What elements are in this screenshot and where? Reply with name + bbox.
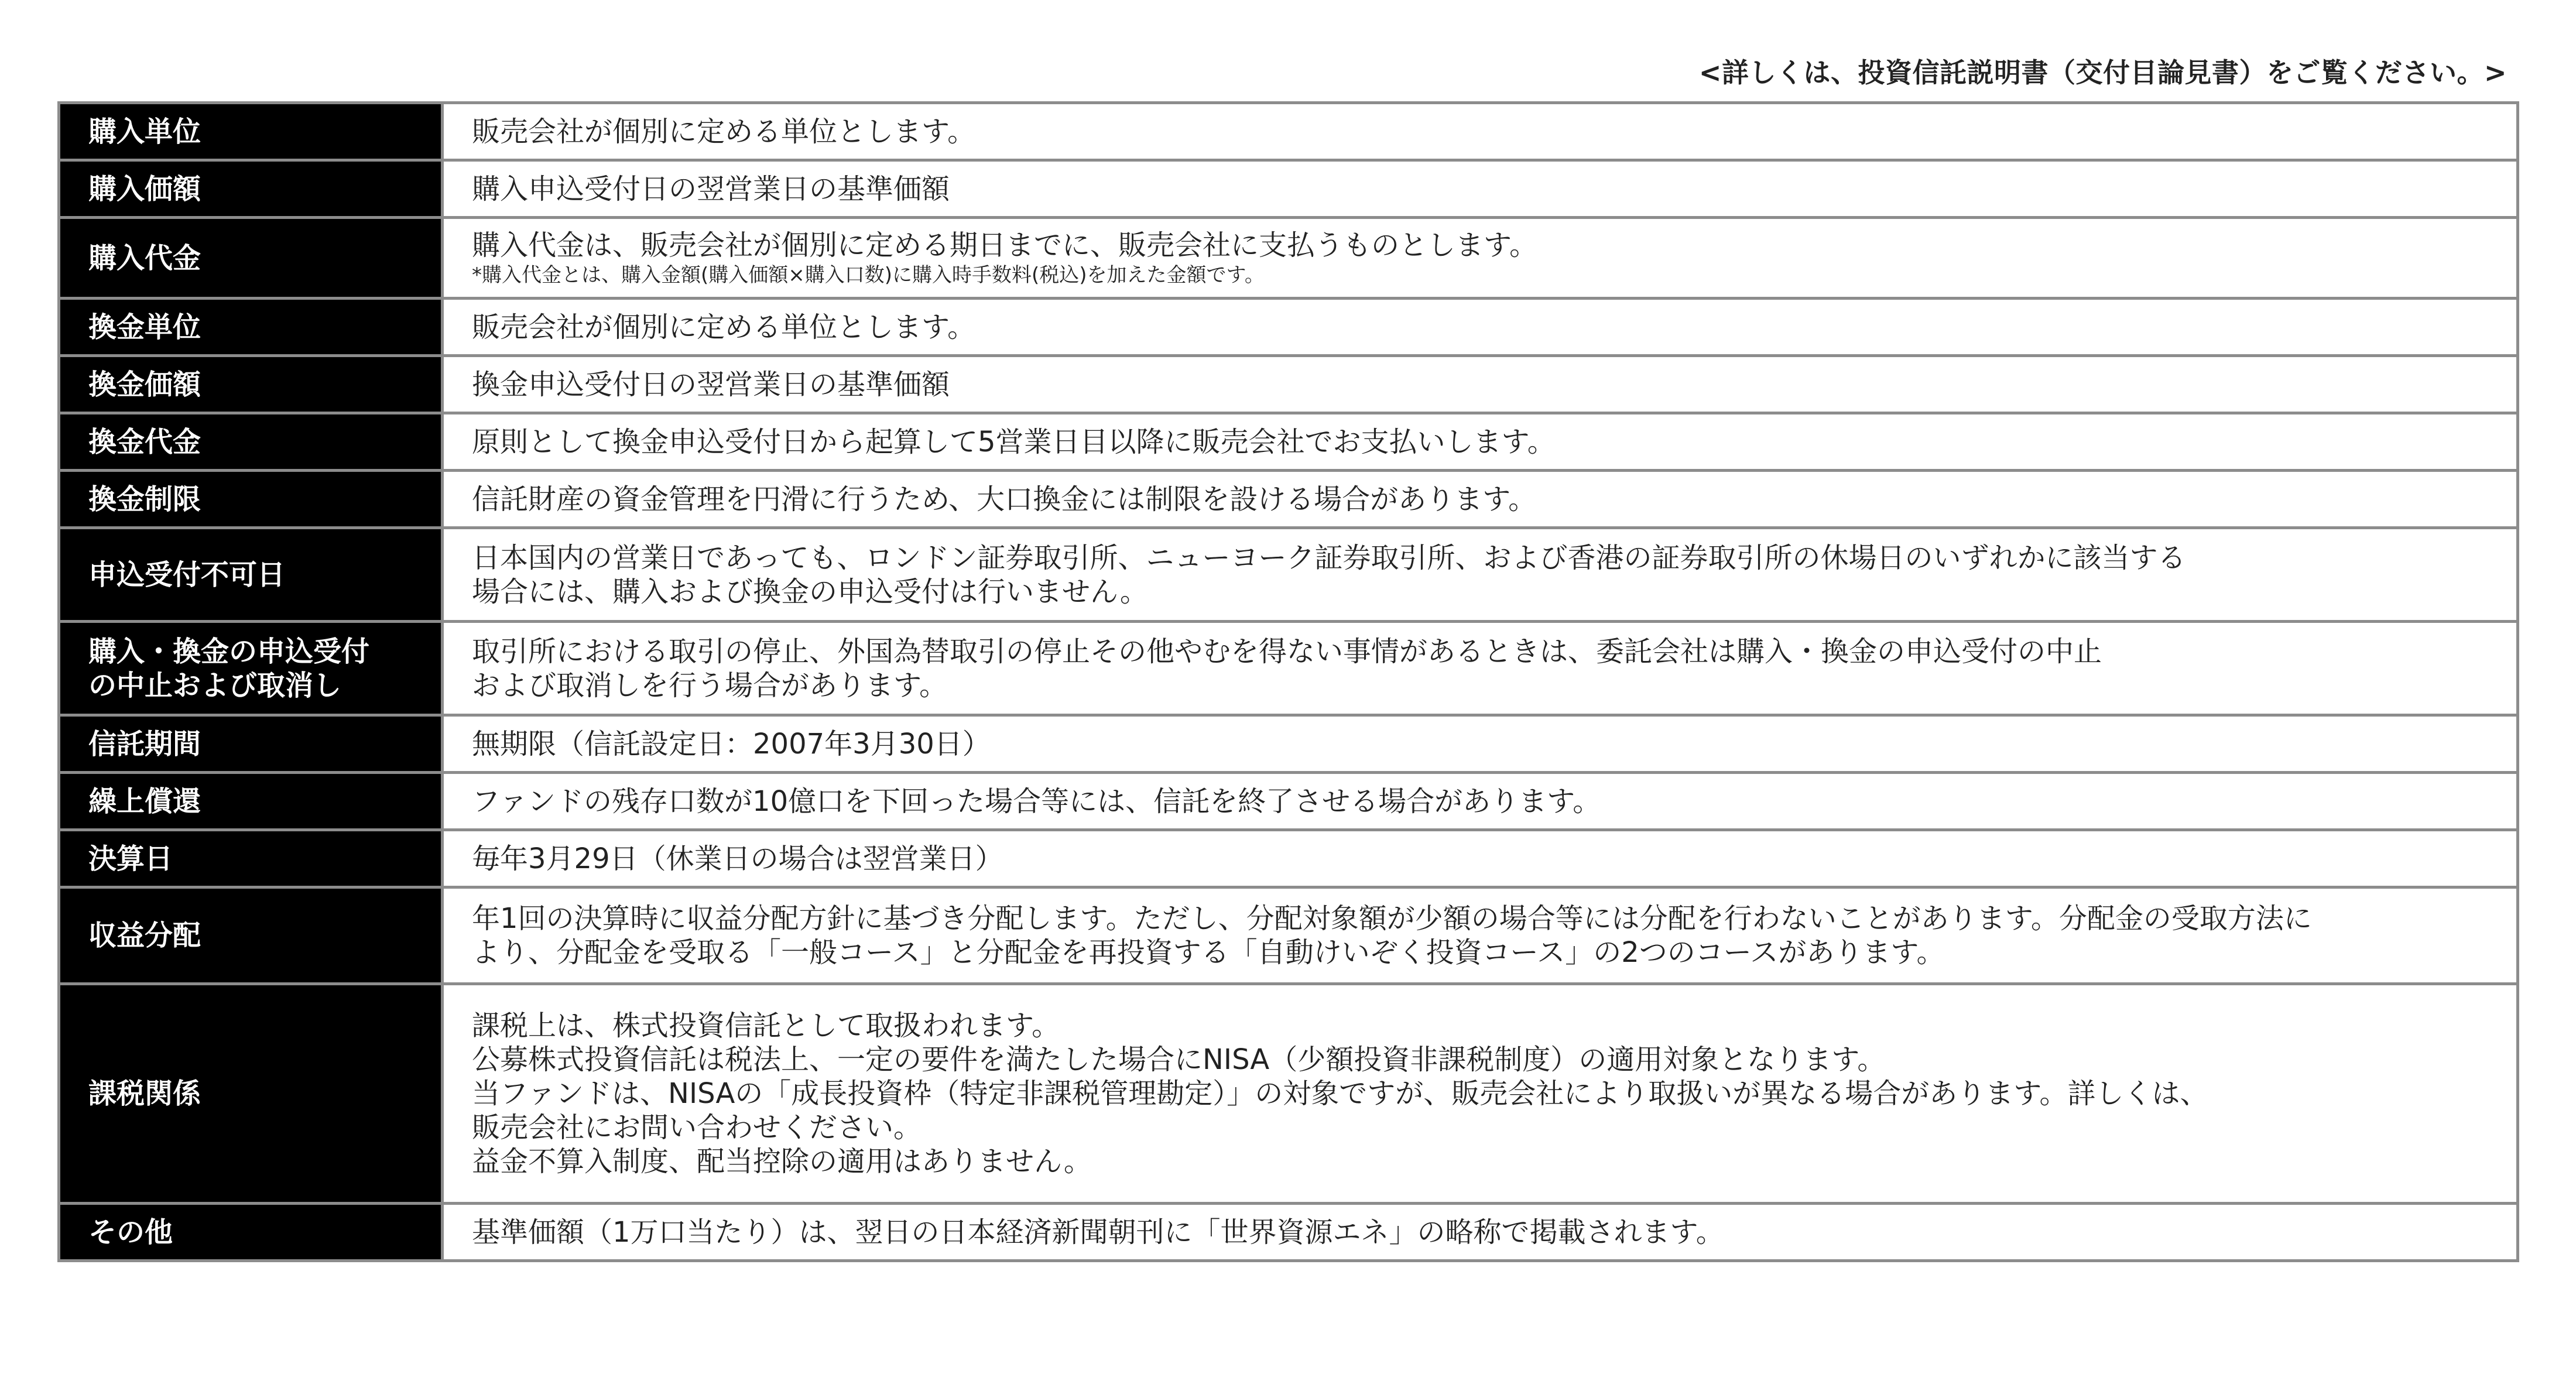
row-text-line: 販売会社にお問い合わせください。: [472, 1111, 922, 1144]
row-label-distribution: 収益分配: [59, 888, 443, 984]
row-value-purchase-unit: 販売会社が個別に定める単位とします。: [443, 103, 2518, 160]
fund-terms-table: [57, 101, 2519, 1262]
row-label-other: その他: [59, 1204, 443, 1261]
table-row: [59, 622, 2518, 715]
table-row: [59, 830, 2518, 888]
table-row: [59, 103, 2518, 160]
table-row: [59, 773, 2518, 830]
row-label-line: 購入・換金の申込受付: [88, 635, 370, 668]
row-label-trust-period: 信託期間: [59, 715, 443, 773]
row-label-purchase-payment: 購入代金: [59, 218, 443, 299]
row-text-line: および取消しを行う場合があります。: [472, 669, 948, 702]
row-text-line: 場合には、購入および換金の申込受付は行いません。: [472, 575, 1148, 608]
row-text-line: 年1回の決算時に収益分配方針に基づき分配します。ただし、分配対象額が少額の場合等には分配を行わないことがあります。分配金の受取方法に: [472, 902, 2312, 935]
prospectus-note: <詳しくは、投資信託説明書（交付目論見書）をご覧ください。>: [1698, 57, 2507, 88]
row-value-suspension: [443, 622, 2518, 715]
row-label-suspension: [59, 622, 443, 715]
row-value-other: 基準価額（1万口当たり）は、翌日の日本経済新聞朝刊に「世界資源エネ」の略称で掲載されます。: [443, 1204, 2518, 1261]
row-text-line: 益金不算入制度、配当控除の適用はありません。: [472, 1145, 1092, 1178]
table-row: [59, 528, 2518, 622]
row-value-purchase-price: 購入申込受付日の翌営業日の基準価額: [443, 160, 2518, 218]
row-text-line: より、分配金を受取る「一般コース」と分配金を再投資する「自動けいぞく投資コース」の2つのコースがあります。: [472, 936, 1945, 969]
row-value-redemption-unit: 販売会社が個別に定める単位とします。: [443, 299, 2518, 356]
table-row: [59, 984, 2518, 1204]
table-row: [59, 356, 2518, 413]
row-text-line: 公募株式投資信託は税法上、一定の要件を満たした場合にNISA（少額投資非課税制度）の適用対象となります。: [472, 1043, 1886, 1076]
row-text-line: 課税上は、株式投資信託として取扱われます。: [472, 1009, 1060, 1042]
table-row: [59, 888, 2518, 984]
row-label-purchase-price: 購入価額: [59, 160, 443, 218]
table-row: [59, 218, 2518, 299]
row-label-redemption-price: 換金価額: [59, 356, 443, 413]
table-row: [59, 1204, 2518, 1261]
row-value-non-acceptance-days: [443, 528, 2518, 622]
row-label-redemption-payment: 換金代金: [59, 413, 443, 471]
table-row: [59, 160, 2518, 218]
row-value-redemption-payment: 原則として換金申込受付日から起算して5営業日目以降に販売会社でお支払いします。: [443, 413, 2518, 471]
row-label-settlement-date: 決算日: [59, 830, 443, 888]
row-text-line: 日本国内の営業日であっても、ロンドン証券取引所、ニューヨーク証券取引所、および香港の証券取引所の休場日のいずれかに該当する: [472, 541, 2186, 574]
row-label-line: の中止および取消し: [88, 669, 342, 702]
row-label-early-redemption: 繰上償還: [59, 773, 443, 830]
table-row: [59, 471, 2518, 528]
row-label-non-acceptance-days: 申込受付不可日: [59, 528, 443, 622]
row-value-purchase-payment: [443, 218, 2518, 299]
row-value-early-redemption: ファンドの残存口数が10億口を下回った場合等には、信託を終了させる場合があります。: [443, 773, 2518, 830]
table-row: [59, 715, 2518, 773]
row-value-distribution: [443, 888, 2518, 984]
row-value-trust-period: 無期限（信託設定日：2007年3月30日）: [443, 715, 2518, 773]
table-row: [59, 413, 2518, 471]
row-label-redemption-unit: 換金単位: [59, 299, 443, 356]
row-label-redemption-limit: 換金制限: [59, 471, 443, 528]
row-footnote: *購入代金とは、購入金額(購入価額×購入口数)に購入時手数料(税込)を加えた金額です。: [472, 263, 1265, 287]
row-label-purchase-unit: 購入単位: [59, 103, 443, 160]
table-row: [59, 299, 2518, 356]
row-text-line: 当ファンドは、NISAの「成長投資枠（特定非課税管理勘定）」の対象ですが、販売会社により取扱いが異なる場合があります。詳しくは、: [472, 1077, 2208, 1110]
row-text-line: 購入代金は、販売会社が個別に定める期日までに、販売会社に支払うものとします。: [472, 228, 1538, 262]
row-value-settlement-date: 毎年3月29日（休業日の場合は翌営業日）: [443, 830, 2518, 888]
row-label-taxation: 課税関係: [59, 984, 443, 1204]
row-value-taxation: [443, 984, 2518, 1204]
row-value-redemption-price: 換金申込受付日の翌営業日の基準価額: [443, 356, 2518, 413]
row-text-line: 取引所における取引の停止、外国為替取引の停止その他やむを得ない事情があるときは、委託会社は購入・換金の申込受付の中止: [472, 635, 2102, 668]
row-value-redemption-limit: 信託財産の資金管理を円滑に行うため、大口換金には制限を設ける場合があります。: [443, 471, 2518, 528]
